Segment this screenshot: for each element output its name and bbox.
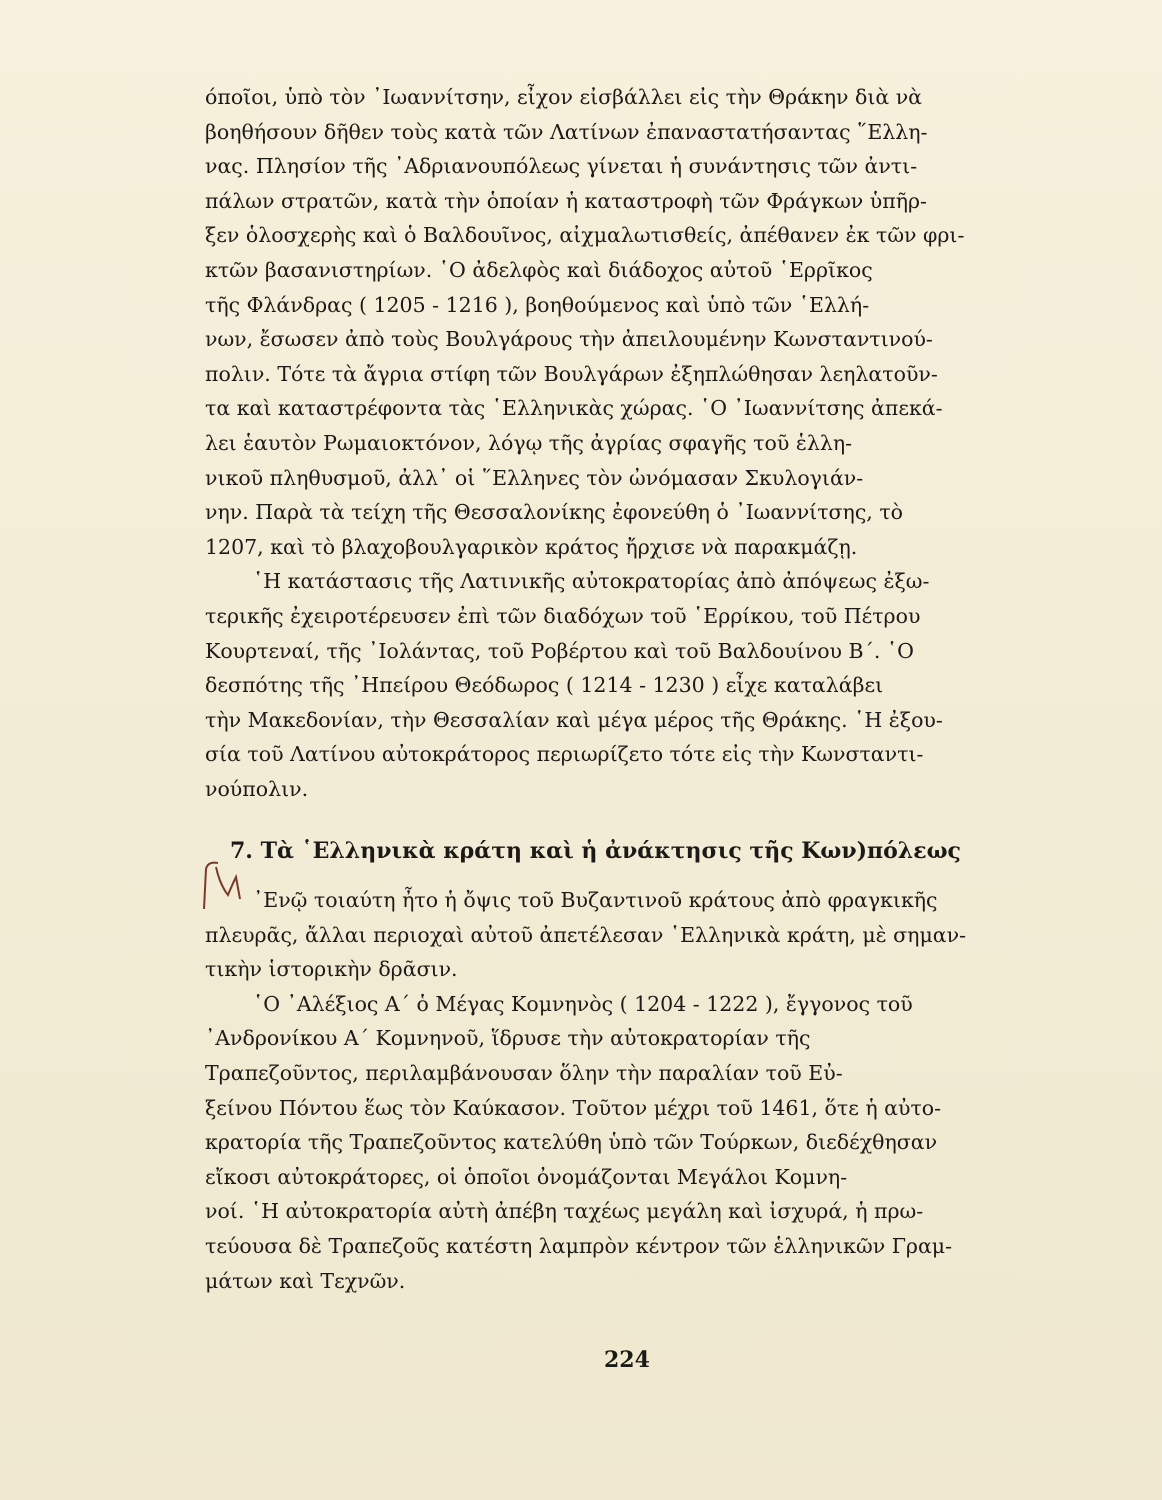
text-line: τα καὶ καταστρέφοντα τὰς ῾Ελληνικὰς χώρας. ῾Ο ᾿Ιωαννίτσης ἀπεκά- — [205, 396, 943, 421]
text-line: νούπολιν. — [205, 776, 309, 801]
text-line: Τραπεζοῦντος, περιλαμβάνουσαν ὅλην τὴν παραλίαν τοῦ Εὐ- — [205, 1060, 843, 1085]
text-line: νικοῦ πληθυσμοῦ, ἀλλ᾿ οἱ ῞Ελληνες τὸν ὠνόμασαν Σκυλογιάν- — [205, 465, 864, 490]
text-line: ῾Ο ᾿Αλέξιος Α΄ ὁ Μέγας Κομνηνὸς ( 1204 - 1222 ), ἔγγονος τοῦ — [253, 991, 913, 1016]
text-line: ξεν ὁλοσχερὴς καὶ ὁ Βαλδουῖνος, αἰχμαλωτισθείς, ἀπέθανεν ἐκ τῶν φρι- — [205, 223, 965, 248]
text-line: κρατορία τῆς Τραπεζοῦντος κατελύθη ὑπὸ τῶν Τούρκων, διεδέχθησαν — [205, 1130, 938, 1155]
text-line: πλευρᾶς, ἄλλαι περιοχαὶ αὐτοῦ ἀπετέλεσαν ῾Ελληνικὰ κράτη, μὲ σημαν- — [205, 922, 967, 947]
text-line: εἴκοσι αὐτοκράτορες, οἱ ὁποῖοι ὀνομάζονται Μεγάλοι Κομνη- — [205, 1164, 848, 1189]
text-line: κτῶν βασανιστηρίων. ῾Ο ἀδελφὸς καὶ διάδοχος αὐτοῦ ῾Ερρῖκος — [205, 257, 873, 282]
section-heading: 7. Τὰ ῾Ελληνικὰ κράτη καὶ ἡ ἀνάκτησις τῆς Κων)πόλεως — [230, 838, 961, 864]
text-line: ᾿Ανδρονίκου Α΄ Κομνηνοῦ, ἵδρυσε τὴν αὐτοκρατορίαν τῆς — [205, 1026, 811, 1051]
text-line: δεσπότης τῆς ᾿Ηπείρου Θεόδωρος ( 1214 - 1230 ) εἶχε καταλάβει — [205, 673, 884, 698]
text-line: μάτων καὶ Τεχνῶν. — [205, 1268, 406, 1293]
text-line: νων, ἔσωσεν ἀπὸ τοὺς Βουλγάρους τὴν ἀπειλουμένην Κωνσταντινού- — [205, 327, 933, 352]
text-line: νοί. ῾Η αὐτοκρατορία αὐτὴ ἀπέβη ταχέως μεγάλη καὶ ἰσχυρά, ἡ πρω- — [205, 1199, 924, 1224]
paragraph-continuation — [205, 80, 1035, 564]
body-text-lower — [205, 883, 1035, 1298]
text-line: νην. Παρὰ τὰ τείχη τῆς Θεσσαλονίκης ἐφονεύθη ὁ ᾿Ιωαννίτσης, τὸ — [205, 500, 904, 525]
text-line: τεύουσα δὲ Τραπεζοῦς κατέστη λαμπρὸν κέντρον τῶν ἑλληνικῶν Γραμ- — [205, 1233, 953, 1258]
text-line: τερικῆς ἐχειροτέρευσεν ἐπὶ τῶν διαδόχων τοῦ ῾Ερρίκου, τοῦ Πέτρου — [205, 603, 921, 628]
paragraph-latin-empire — [205, 564, 1035, 806]
text-line: ᾿Ενῷ τοιαύτη ἦτο ἡ ὄψις τοῦ Βυζαντινοῦ κράτους ἀπὸ φραγκικῆς — [253, 888, 938, 912]
text-line: τῆς Φλάνδρας ( 1205 - 1216 ), βοηθούμενος καὶ ὑπὸ τῶν ῾Ελλή- — [205, 292, 870, 317]
text-line: τικὴν ἱστορικὴν δρᾶσιν. — [205, 957, 458, 982]
text-line: Κουρτεναί, τῆς ᾿Ιολάντας, τοῦ Ροβέρτου καὶ τοῦ Βαλδουίνου Β΄. ῾Ο — [205, 638, 914, 663]
text-line: τὴν Μακεδονίαν, τὴν Θεσσαλίαν καὶ μέγα μέρος τῆς Θράκης. ῾Η ἐξου- — [205, 707, 943, 732]
text-line: σία τοῦ Λατίνου αὐτοκράτορος περιωρίζετο τότε εἰς τὴν Κωνσταντι- — [205, 742, 924, 767]
text-line: πολιν. Τότε τὰ ἄγρια στίφη τῶν Βουλγάρων ἐξηπλώθησαν λεηλατοῦν- — [205, 361, 938, 386]
paragraph-trebizond — [205, 987, 1035, 1298]
text-line: ξείνου Πόντου ἕως τὸν Καύκασον. Τοῦτον μέχρι τοῦ 1461, ὅτε ἡ αὐτο- — [205, 1095, 942, 1120]
text-line: ῾Η κατάστασις τῆς Λατινικῆς αὐτοκρατορίας ἀπὸ ἀπόψεως ἐξω- — [253, 569, 930, 594]
text-line: 1207, καὶ τὸ βλαχοβουλγαρικὸν κράτος ἤρχισε νὰ παρακμάζῃ. — [205, 534, 858, 559]
text-line: βοηθήσουν δῆθεν τοὺς κατὰ τῶν Λατίνων ἐπαναστατήσαντας ῞Ελλη- — [205, 119, 928, 144]
text-line: λει ἑαυτὸν Ρωμαιοκτόνον, λόγῳ τῆς ἀγρίας σφαγῆς τοῦ ἑλλη- — [205, 430, 853, 455]
text-line: όποῖοι, ὑπὸ τὸν ᾿Ιωαννίτσην, εἶχον εἰσβάλλει εἰς τὴν Θράκην διὰ νὰ — [205, 85, 923, 109]
text-line: νας. Πλησίον τῆς ᾿Αδριανουπόλεως γίνεται ἡ συνάντησις τῶν ἀντι- — [205, 154, 918, 179]
text-line: πάλων στρατῶν, κατὰ τὴν ὁποίαν ἡ καταστροφὴ τῶν Φράγκων ὑπῆρ- — [205, 188, 927, 213]
page-number: 224 — [604, 1347, 650, 1373]
body-text-upper — [205, 80, 1035, 806]
paragraph-intro — [205, 883, 1035, 987]
